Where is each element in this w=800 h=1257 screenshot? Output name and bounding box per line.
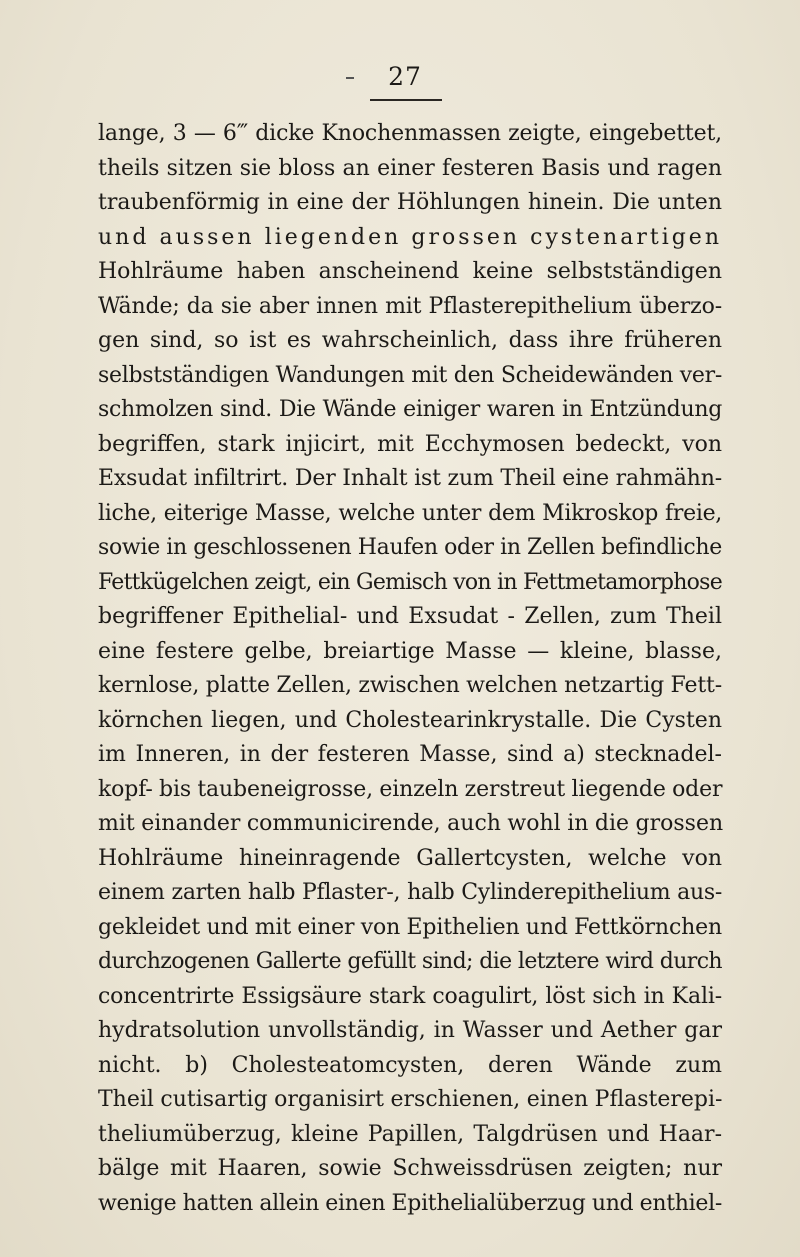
text-line-1: lange, 3 — 6‴ dicke Knochenmassen zeigte, eingebettet, [98, 121, 722, 146]
text-line-13: sowie in geschlossenen Haufen oder in Zellen befindliche [98, 535, 722, 560]
text-line-22: Hohlräume hineinragende Gallertcysten, welche von [98, 845, 722, 871]
page-number: 27 [388, 62, 422, 91]
text-line-3: traubenförmig in eine der Höhlungen hinein. Die unten [98, 190, 722, 215]
header-rule [370, 99, 442, 101]
text-line-24: gekleidet und mit einer von Epithelien und Fettkörnchen [98, 914, 723, 940]
text-line-30: theliumüberzug, kleine Papillen, Talgdrüsen und Haar- [98, 1121, 722, 1147]
text-line-26: concentrirte Essigsäure stark coagulirt, löst sich in Kali- [98, 983, 722, 1009]
text-line-7: gen sind, so ist es wahrscheinlich, dass ihre früheren [98, 328, 722, 353]
text-line-5: Hohlräume haben anscheinend keine selbstständigen [98, 259, 722, 284]
text-line-17: kernlose, platte Zellen, zwischen welchen netzartig Fett- [98, 673, 722, 698]
text-line-18: körnchen liegen, und Cholestearinkrystalle. Die Cysten [98, 707, 722, 733]
text-line-25: durchzogenen Gallerte gefüllt sind; die letztere wird durch [98, 949, 722, 974]
text-line-29: Theil cutisartig organisirt erschienen, einen Pflasterepi- [98, 1087, 723, 1112]
text-line-14: Fettkügelchen zeigt, ein Gemisch von in Fettmetamorphose [98, 569, 722, 595]
text-line-6: Wände; da sie aber innen mit Pflasterepithelium überzo- [98, 293, 722, 319]
text-line-12: liche, eiterige Masse, welche unter dem Mikroskop freie, [98, 500, 722, 526]
text-line-10: begriffen, stark injicirt, mit Ecchymosen bedeckt, von [98, 431, 722, 457]
text-line-2: theils sitzen sie bloss an einer festeren Basis und ragen [98, 155, 722, 181]
text-line-9: schmolzen sind. Die Wände einiger waren in Entzündung [98, 397, 722, 422]
text-line-4: und aussen liegenden grossen cystenartigen [98, 224, 722, 250]
text-line-11: Exsudat infiltrirt. Der Inhalt ist zum Theil eine rahmähn- [98, 466, 722, 491]
text-line-23: einem zarten halb Pflaster-, halb Cylinderepithelium aus- [98, 880, 722, 905]
body-text [98, 117, 722, 1221]
text-line-21: mit einander communicirende, auch wohl in die grossen [98, 811, 724, 836]
text-line-15: begriffener Epithelial- und Exsudat - Zellen, zum Theil [98, 604, 722, 629]
text-line-28: nicht. b) Cholesteatomcysten, deren Wände zum [98, 1052, 722, 1078]
text-line-8: selbstständigen Wandungen mit den Scheidewänden ver- [98, 362, 722, 388]
text-line-32: wenige hatten allein einen Epithelialüberzug und enthiel- [98, 1190, 722, 1216]
text-line-19: im Inneren, in der festeren Masse, sind a) stecknadel- [98, 742, 722, 767]
text-line-27: hydratsolution unvollständig, in Wasser und Aether gar [98, 1018, 722, 1043]
text-line-20: kopf- bis taubeneigrosse, einzeln zerstreut liegende oder [98, 776, 723, 802]
text-line-31: bälge mit Haaren, sowie Schweissdrüsen zeigten; nur [98, 1156, 722, 1181]
header-dash-mark [346, 77, 354, 79]
text-line-16: eine festere gelbe, breiartige Masse — kleine, blasse, [98, 638, 722, 664]
